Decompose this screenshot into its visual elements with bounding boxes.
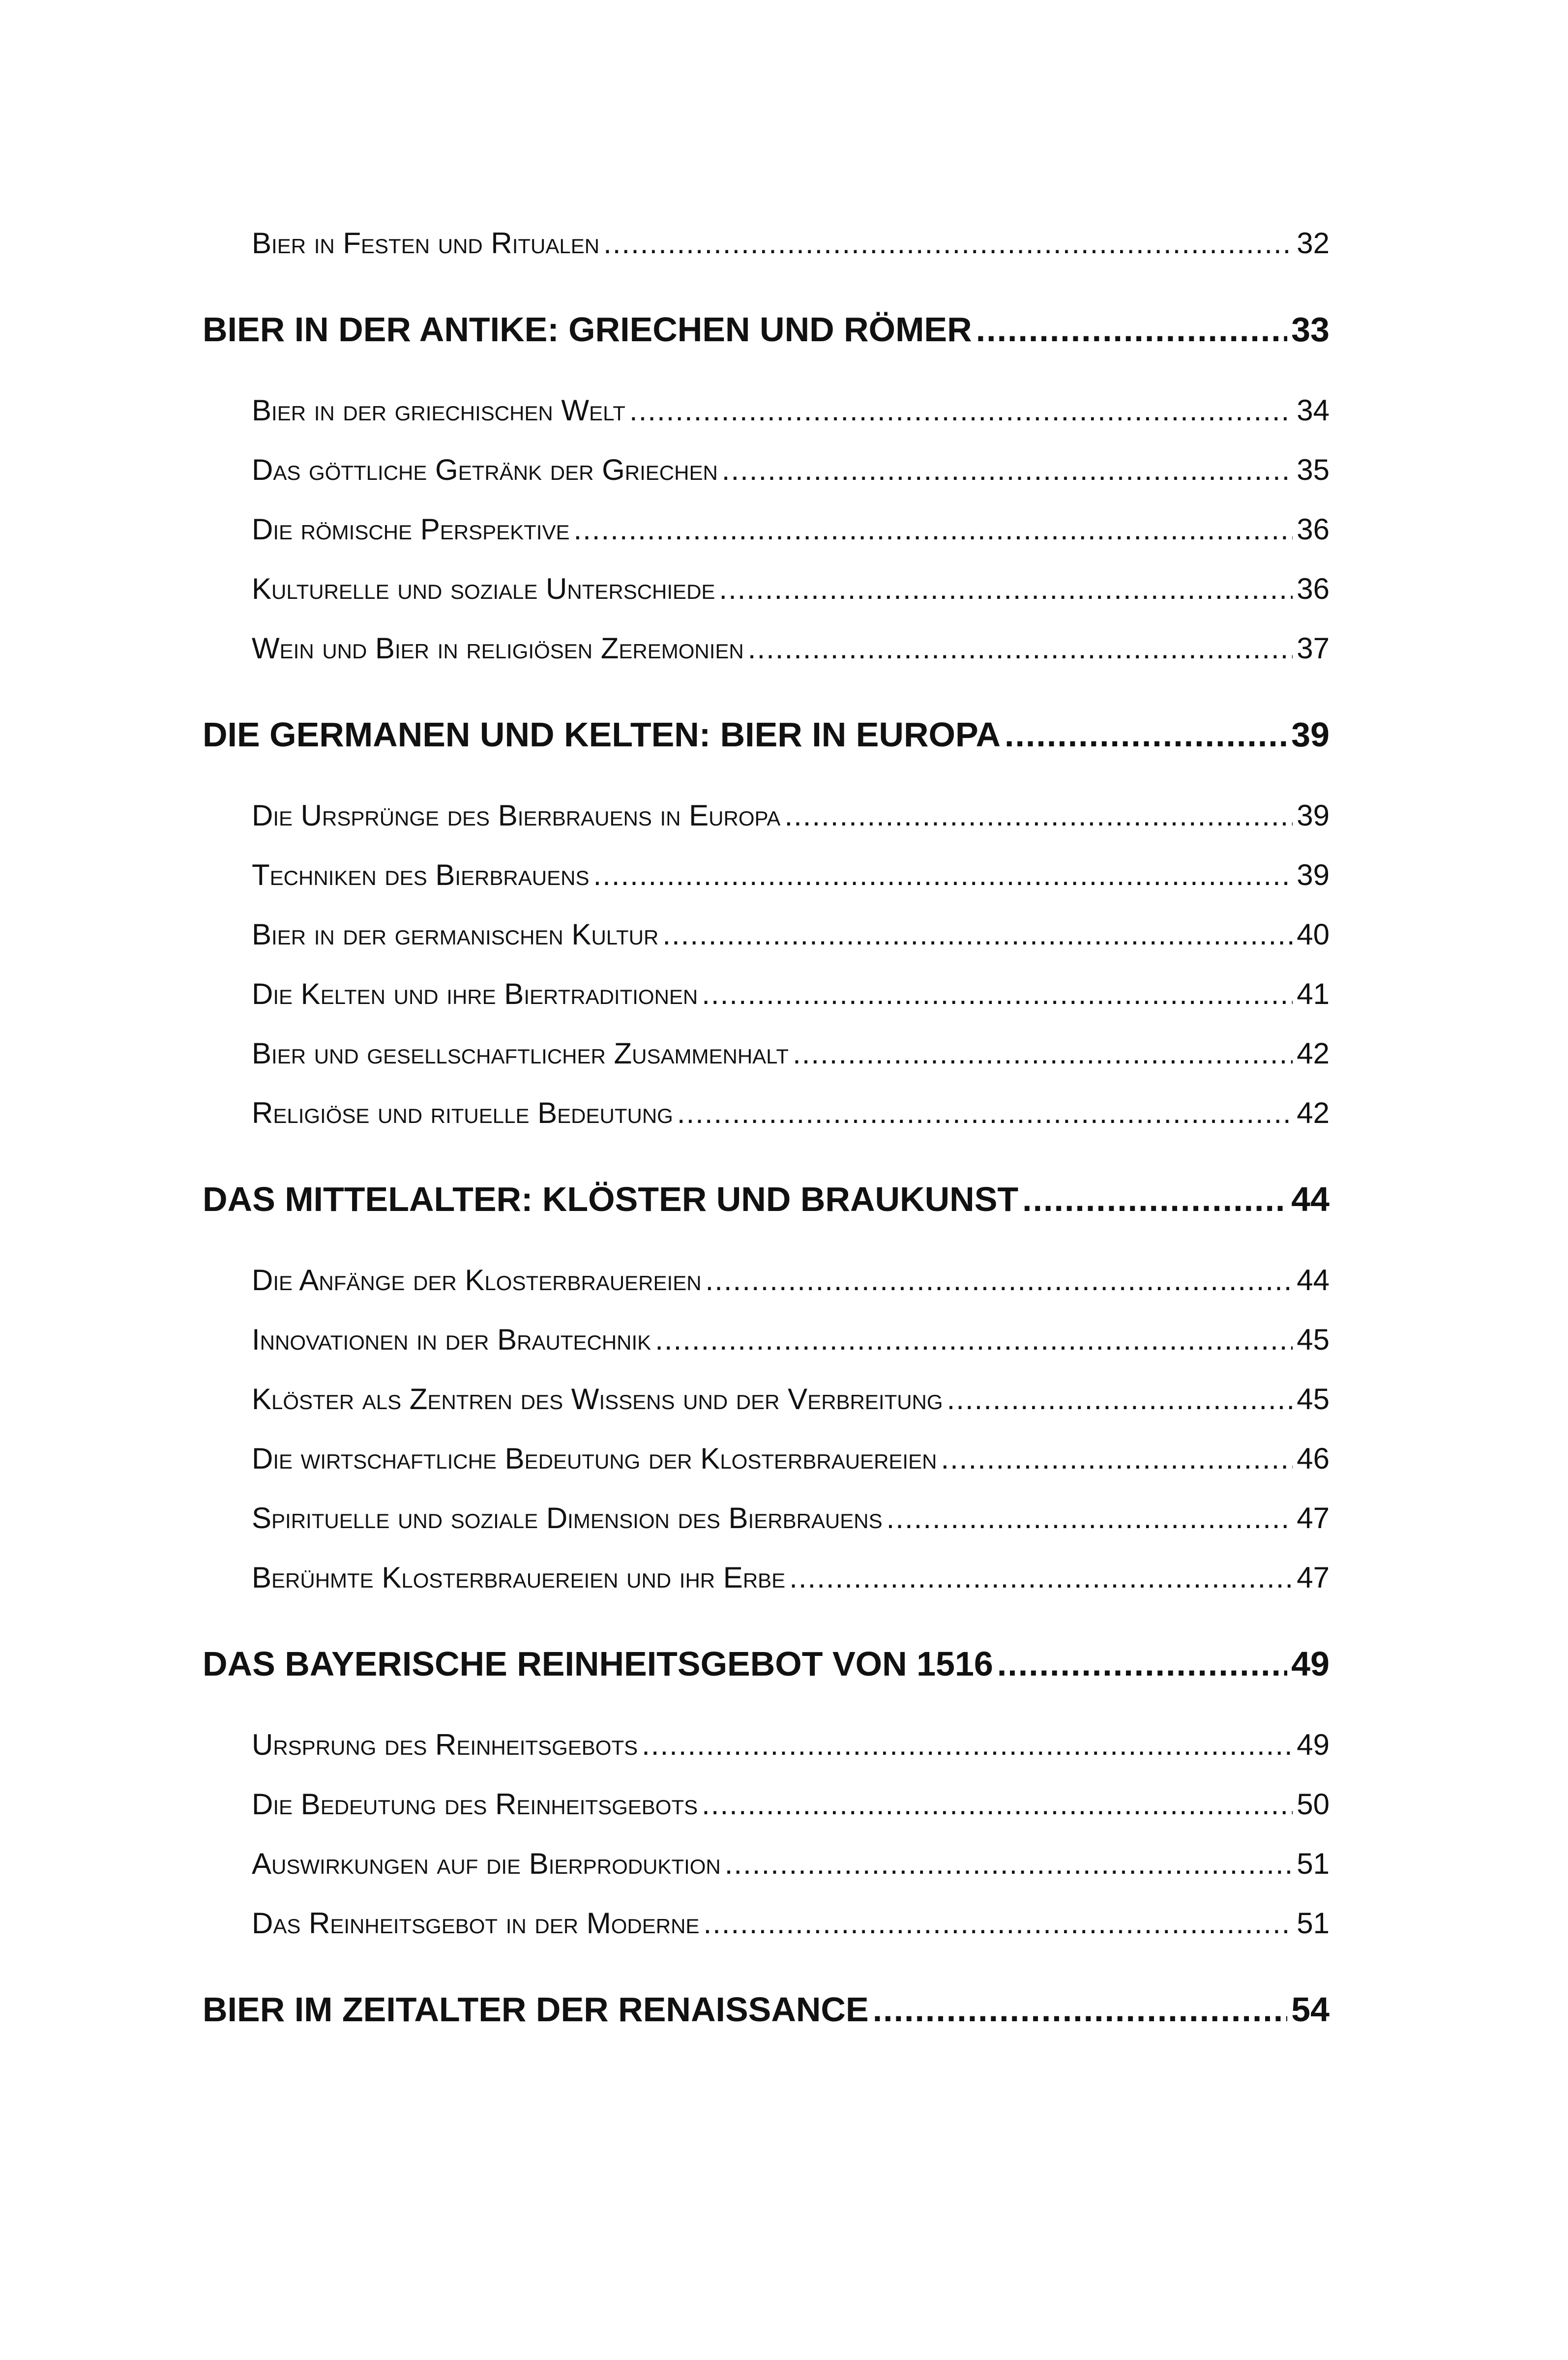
toc-page-number: 39 — [1291, 715, 1330, 754]
toc-dot-leader — [722, 453, 1293, 487]
toc-page-number: 45 — [1297, 1323, 1330, 1356]
toc-section-entry[interactable] — [203, 1501, 1330, 1535]
toc-dot-leader — [789, 1561, 1293, 1594]
toc-entry-title: Spirituelle und soziale Dimension des Bierbrauens — [252, 1502, 883, 1534]
toc-page-number: 33 — [1291, 310, 1330, 349]
toc-page-number: 47 — [1297, 1502, 1330, 1534]
toc-entry-title: Die Anfänge der Klosterbrauereien — [252, 1264, 702, 1297]
toc-page-number: 41 — [1297, 977, 1330, 1010]
toc-page-number: 37 — [1297, 632, 1330, 665]
toc-entry-title: BIER IN DER ANTIKE: GRIECHEN UND RÖMER — [203, 310, 972, 349]
toc-page-number: 50 — [1297, 1788, 1330, 1821]
toc-chapter-entry[interactable] — [203, 715, 1330, 754]
toc-section-entry[interactable] — [203, 1442, 1330, 1475]
toc-entry-title: Die Kelten und ihre Biertraditionen — [252, 977, 698, 1010]
toc-dot-leader — [1022, 1180, 1287, 1219]
toc-entry-title: Das göttliche Getränk der Griechen — [252, 453, 718, 486]
toc-dot-leader — [873, 1990, 1287, 2029]
toc-page-number: 45 — [1297, 1383, 1330, 1416]
toc-entry-title: Bier in Festen und Ritualen — [252, 227, 600, 260]
toc-dot-leader — [748, 631, 1293, 665]
toc-dot-leader — [593, 858, 1293, 892]
toc-entry-title: Berühmte Klosterbrauereien und ihr Erbe — [252, 1561, 786, 1594]
toc-entry-title: Religiöse und rituelle Bedeutung — [252, 1096, 673, 1129]
toc-chapter-entry[interactable] — [203, 310, 1330, 349]
toc-dot-leader — [662, 917, 1293, 951]
toc-entry-title: Auswirkungen auf die Bierproduktion — [252, 1847, 721, 1880]
toc-entry-title: Wein und Bier in religiösen Zeremonien — [252, 632, 744, 665]
toc-chapter-entry[interactable] — [203, 1180, 1330, 1219]
toc-entry-title: Techniken des Bierbrauens — [252, 858, 590, 891]
toc-section-entry[interactable] — [203, 1728, 1330, 1762]
toc-entry-title: Kulturelle und soziale Unterschiede — [252, 572, 715, 605]
toc-dot-leader — [1005, 715, 1287, 754]
toc-entry-title: DAS MITTELALTER: KLÖSTER UND BRAUKUNST — [203, 1180, 1019, 1218]
toc-section-entry[interactable] — [203, 1906, 1330, 1940]
toc-page-number: 40 — [1297, 918, 1330, 951]
toc-entry-title: Ursprung des Reinheitsgebots — [252, 1728, 638, 1761]
toc-page-number: 49 — [1297, 1728, 1330, 1761]
toc-dot-leader — [702, 977, 1293, 1011]
toc-page-number: 54 — [1291, 1990, 1330, 2029]
toc-page-number: 44 — [1291, 1180, 1330, 1218]
toc-page-number: 32 — [1297, 227, 1330, 260]
toc-entry-title: Die Bedeutung des Reinheitsgebots — [252, 1788, 698, 1821]
toc-page-number: 39 — [1297, 799, 1330, 832]
toc-dot-leader — [997, 1644, 1287, 1683]
toc-page-number: 36 — [1297, 572, 1330, 605]
toc-dot-leader — [941, 1442, 1293, 1475]
toc-page-number: 42 — [1297, 1037, 1330, 1070]
toc-dot-leader — [702, 1787, 1293, 1821]
toc-entry-title: Bier in der griechischen Welt — [252, 394, 625, 427]
toc-dot-leader — [725, 1847, 1293, 1881]
toc-page-number: 51 — [1297, 1907, 1330, 1940]
toc-dot-leader — [887, 1501, 1293, 1535]
toc-chapter-entry[interactable] — [203, 1644, 1330, 1683]
toc-page-number: 34 — [1297, 394, 1330, 427]
toc-section-entry[interactable] — [203, 917, 1330, 951]
toc-page-number: 47 — [1297, 1561, 1330, 1594]
toc-page-number: 35 — [1297, 453, 1330, 486]
toc-section-entry[interactable] — [203, 1787, 1330, 1821]
toc-section-entry[interactable] — [203, 1382, 1330, 1416]
toc-dot-leader — [703, 1906, 1293, 1940]
toc-dot-leader — [603, 226, 1293, 260]
toc-dot-leader — [655, 1323, 1293, 1357]
toc-entry-title: BIER IM ZEITALTER DER RENAISSANCE — [203, 1990, 869, 2029]
toc-entry-title: Die Ursprünge des Bierbrauens in Europa — [252, 799, 781, 832]
toc-section-entry[interactable] — [203, 572, 1330, 606]
toc-entry-title: Die wirtschaftliche Bedeutung der Klosterbrauereien — [252, 1442, 937, 1475]
toc-section-entry[interactable] — [203, 977, 1330, 1011]
toc-dot-leader — [719, 572, 1293, 606]
toc-section-entry[interactable] — [203, 858, 1330, 892]
toc-entry-title: DIE GERMANEN UND KELTEN: BIER IN EUROPA — [203, 715, 1001, 754]
toc-entry-title: Bier in der germanischen Kultur — [252, 918, 659, 951]
toc-dot-leader — [947, 1382, 1293, 1416]
toc-section-entry[interactable] — [203, 1323, 1330, 1357]
toc-dot-leader — [642, 1728, 1293, 1762]
toc-dot-leader — [793, 1036, 1293, 1070]
toc-section-entry[interactable] — [203, 1036, 1330, 1070]
toc-entry-title: Klöster als Zentren des Wissens und der Verbreitung — [252, 1383, 943, 1416]
toc-section-entry[interactable] — [203, 393, 1330, 427]
toc-section-entry[interactable] — [203, 453, 1330, 487]
toc-page-number: 39 — [1297, 858, 1330, 891]
toc-section-entry[interactable] — [203, 1263, 1330, 1297]
toc-entry-title: Bier und gesellschaftlicher Zusammenhalt — [252, 1037, 789, 1070]
toc-page-number: 42 — [1297, 1096, 1330, 1129]
toc-page-number: 46 — [1297, 1442, 1330, 1475]
toc-page-number: 49 — [1291, 1645, 1330, 1683]
toc-page-number: 36 — [1297, 513, 1330, 546]
toc-section-entry[interactable] — [203, 798, 1330, 832]
toc-dot-leader — [573, 512, 1293, 546]
toc-entry-title: DAS BAYERISCHE REINHEITSGEBOT VON 1516 — [203, 1645, 993, 1683]
toc-section-entry[interactable] — [203, 631, 1330, 665]
toc-dot-leader — [706, 1263, 1293, 1297]
toc-section-entry[interactable] — [203, 1847, 1330, 1881]
toc-dot-leader — [784, 798, 1293, 832]
toc-dot-leader — [976, 310, 1287, 349]
toc-section-entry[interactable] — [203, 1096, 1330, 1130]
toc-entry-title: Das Reinheitsgebot in der Moderne — [252, 1907, 700, 1940]
toc-section-entry[interactable] — [203, 512, 1330, 546]
toc-section-entry[interactable] — [203, 226, 1330, 260]
toc-entry-title: Die römische Perspektive — [252, 513, 570, 546]
toc-chapter-entry[interactable] — [203, 1990, 1330, 2029]
toc-section-entry[interactable] — [203, 1561, 1330, 1594]
toc-entry-title: Innovationen in der Brautechnik — [252, 1323, 651, 1356]
toc-dot-leader — [629, 393, 1293, 427]
toc-page-number: 44 — [1297, 1264, 1330, 1297]
toc-page-number: 51 — [1297, 1847, 1330, 1880]
toc-dot-leader — [677, 1096, 1293, 1130]
